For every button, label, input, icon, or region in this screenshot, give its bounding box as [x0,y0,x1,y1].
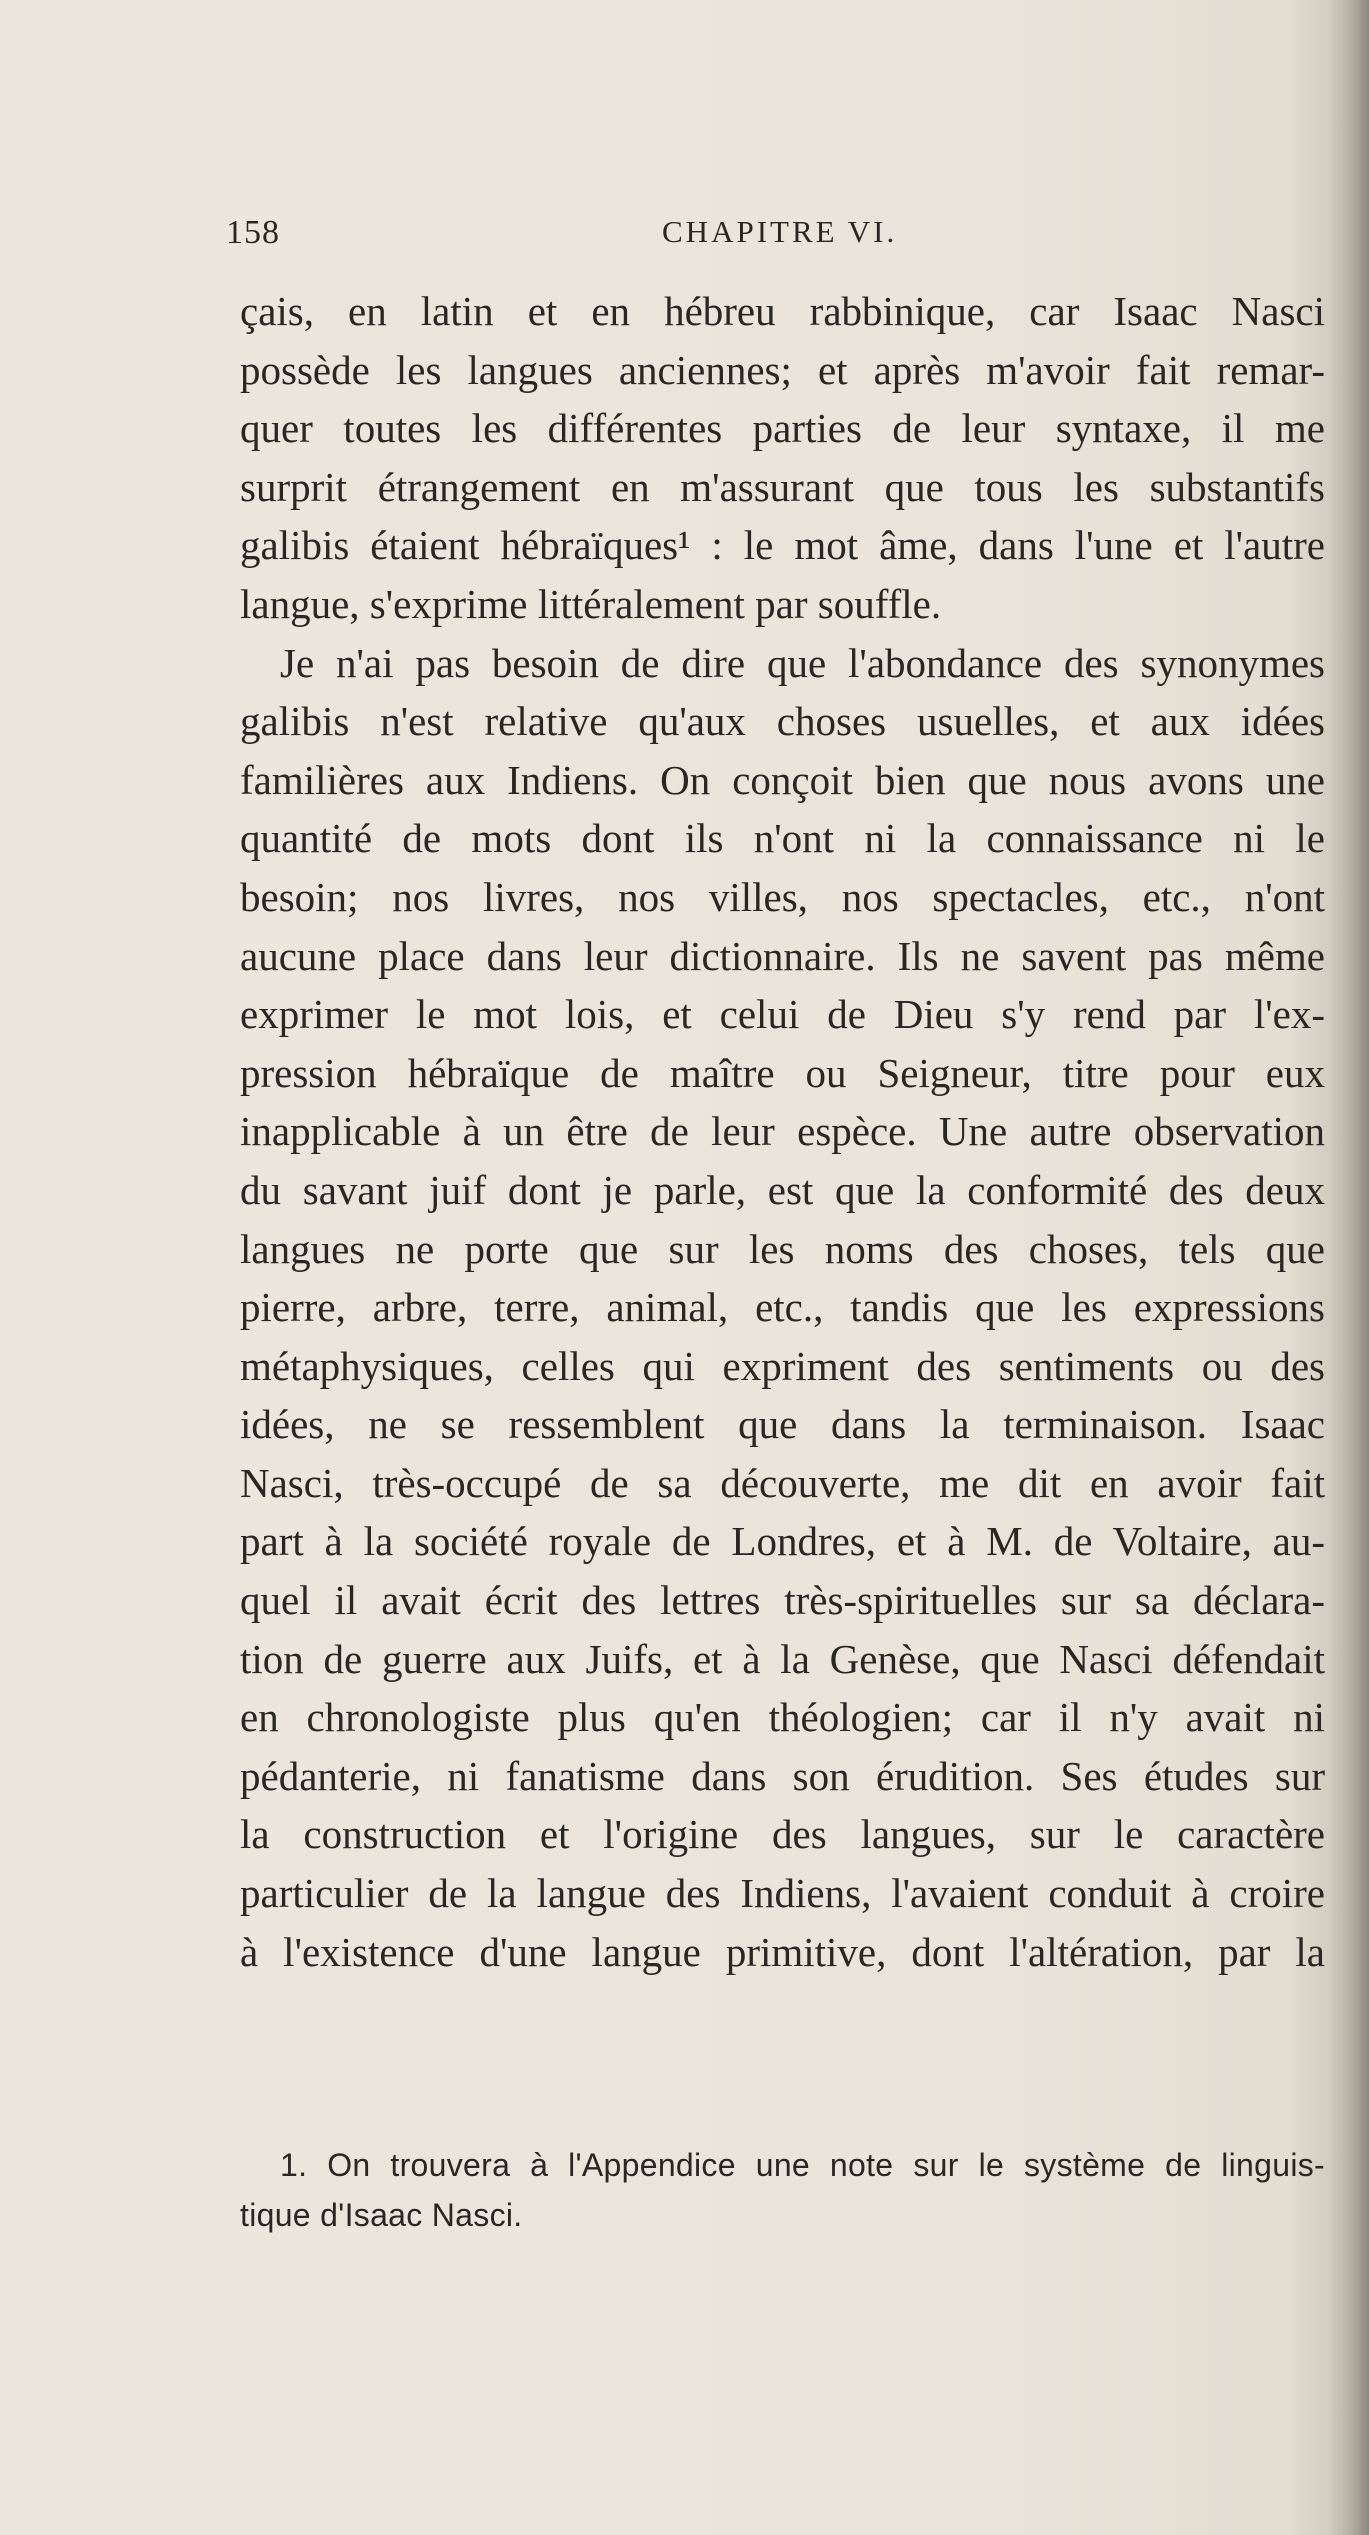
text-line: langue, s'exprime littéralement par souffle. [240,580,942,627]
text-line: idées, ne se ressemblent que dans la terminaison. Isaac [240,1401,1325,1448]
text-line: la construction et l'origine des langues, sur le caractère [240,1811,1325,1858]
text-line: langues ne porte que sur les noms des choses, tels que [240,1225,1325,1272]
text-line: galibis étaient hébraïques¹ : le mot âme, dans l'une et l'autre [240,522,1325,569]
text-line: pression hébraïque de maître ou Seigneur, titre pour eux [240,1049,1325,1096]
text-line: aucune place dans leur dictionnaire. Ils ne savent pas même [240,932,1325,979]
text-line: familières aux Indiens. On conçoit bien que nous avons une [240,756,1325,803]
body-text [240,282,1325,1981]
page-edge-shadow [1329,0,1369,2535]
text-line: çais, en latin et en hébreu rabbinique, car Isaac Nasci [240,288,1325,334]
text-line: métaphysiques, celles qui expriment des sentiments ou des [240,1342,1325,1389]
footnote-line: tique d'Isaac Nasci. [240,2197,523,2233]
text-line: quantité de mots dont ils n'ont ni la connaissance ni le [240,815,1325,862]
text-line: particulier de la langue des Indiens, l'avaient conduit à croire [240,1870,1325,1917]
footnote [240,2140,1325,2240]
text-line: pierre, arbre, terre, animal, etc., tandis que les expressions [240,1284,1325,1331]
text-line: quel il avait écrit des lettres très-spirituelles sur sa déclara- [240,1577,1325,1624]
text-line: exprimer le mot lois, et celui de Dieu s'y rend par l'ex- [240,991,1325,1038]
footnote-line: 1. On trouvera à l'Appendice une note sur le système de linguis- [280,2147,1325,2183]
text-line: possède les langues anciennes; et après m'avoir fait remar- [240,346,1325,393]
text-line: pédanterie, ni fanatisme dans son érudition. Ses études sur [240,1752,1325,1799]
running-head: CHAPITRE VI. [662,214,898,249]
text-line: quer toutes les différentes parties de leur syntaxe, il me [240,405,1325,452]
page-header [226,214,1326,262]
text-line: en chronologiste plus qu'en théologien; car il n'y avait ni [240,1694,1325,1741]
text-line: à l'existence d'une langue primitive, dont l'altération, par la [240,1928,1325,1975]
text-line: galibis n'est relative qu'aux choses usuelles, et aux idées [240,698,1325,745]
text-line: tion de guerre aux Juifs, et à la Genèse, que Nasci défendait [240,1635,1325,1682]
text-line: Nasci, très-occupé de sa découverte, me dit en avoir fait [240,1459,1325,1506]
text-line: besoin; nos livres, nos villes, nos spectacles, etc., n'ont [240,873,1325,920]
text-line: surprit étrangement en m'assurant que tous les substantifs [240,463,1325,510]
text-line: du savant juif dont je parle, est que la conformité des deux [240,1166,1325,1213]
text-line: inapplicable à un être de leur espèce. Une autre observation [240,1108,1325,1155]
page-number: 158 [226,214,280,251]
text-line: part à la société royale de Londres, et à M. de Voltaire, au- [240,1518,1325,1565]
text-line: Je n'ai pas besoin de dire que l'abondance des synonymes [280,639,1325,686]
